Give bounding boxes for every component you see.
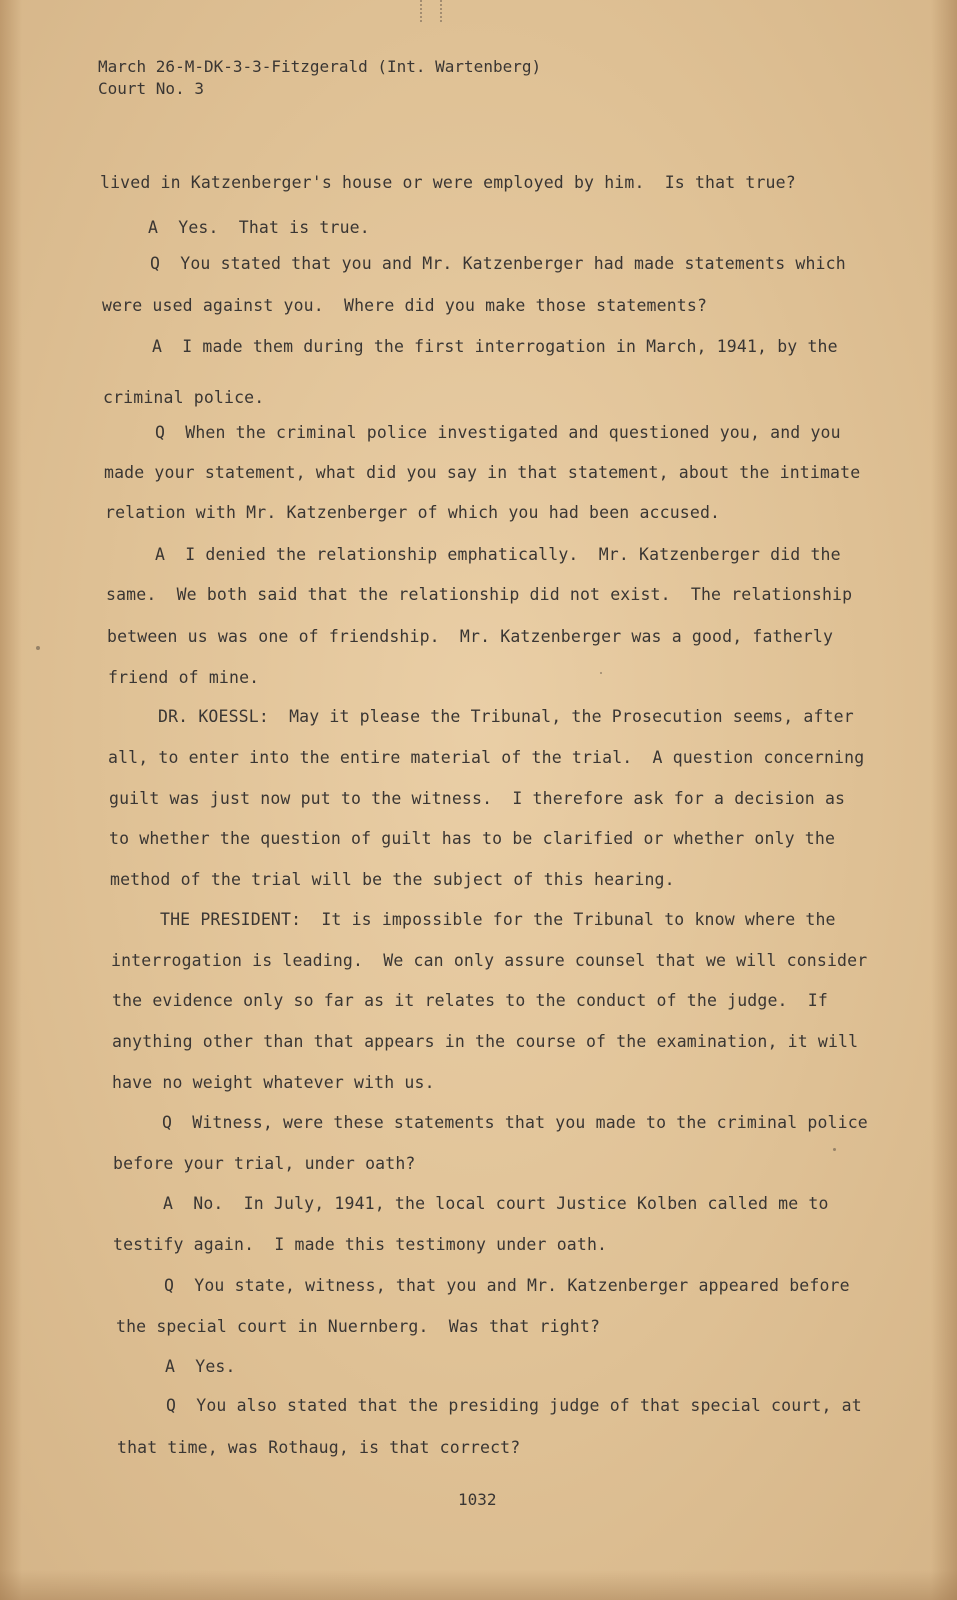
page-edge-shadow-bottom	[0, 1570, 957, 1600]
transcript-line: that time, was Rothaug, is that correct?	[117, 1438, 521, 1457]
transcript-line: the special court in Nuernberg. Was that right?	[116, 1317, 601, 1336]
header-reference-line: March 26-M-DK-3-3-Fitzgerald (Int. Wartenberg)	[98, 57, 542, 76]
page-edge-shadow-right	[931, 0, 957, 1600]
transcript-line: lived in Katzenberger's house or were employed by him. Is that true?	[100, 173, 796, 192]
transcript-line: friend of mine.	[108, 668, 260, 687]
transcript-line: method of the trial will be the subject of this hearing.	[110, 870, 675, 889]
transcript-line: between us was one of friendship. Mr. Katzenberger was a good, fatherly	[107, 627, 834, 646]
page-number: 1032	[458, 1490, 497, 1509]
transcript-line: to whether the question of guilt has to be clarified or whether only the	[109, 829, 836, 848]
transcript-line: Q When the criminal police investigated and questioned you, and you	[155, 423, 841, 442]
transcript-line: the evidence only so far as it relates to the conduct of the judge. If	[112, 991, 828, 1010]
transcript-line: THE PRESIDENT: It is impossible for the Tribunal to know where the	[160, 910, 836, 929]
transcript-line: Q Witness, were these statements that you made to the criminal police	[162, 1113, 868, 1132]
transcript-line: relation with Mr. Katzenberger of which you had been accused.	[105, 503, 721, 522]
transcript-line: have no weight whatever with us.	[112, 1073, 435, 1092]
transcript-line: guilt was just now put to the witness. I therefore ask for a decision as	[109, 789, 846, 808]
transcript-line: criminal police.	[103, 388, 265, 407]
transcript-line: A I denied the relationship emphatically. Mr. Katzenberger did the	[155, 545, 841, 564]
paper-speck	[833, 1148, 836, 1151]
transcript-line: anything other than that appears in the course of the examination, it will	[112, 1032, 859, 1051]
transcript-line: before your trial, under oath?	[113, 1154, 416, 1173]
document-header	[98, 56, 541, 100]
header-court-line: Court No. 3	[98, 79, 204, 98]
transcript-line: were used against you. Where did you make those statements?	[102, 296, 708, 315]
transcript-line: A Yes.	[165, 1357, 236, 1376]
transcript-line: same. We both said that the relationship did not exist. The relationship	[106, 585, 853, 604]
transcript-line: A I made them during the first interrogation in March, 1941, by the	[152, 337, 838, 356]
transcript-line: made your statement, what did you say in that statement, about the intimate	[104, 463, 861, 482]
transcript-line: Q You state, witness, that you and Mr. Katzenberger appeared before	[164, 1276, 850, 1295]
transcript-line: all, to enter into the entire material of the trial. A question concerning	[108, 748, 865, 767]
transcript-line: DR. KOESSL: May it please the Tribunal, the Prosecution seems, after	[158, 707, 854, 726]
transcript-line: A No. In July, 1941, the local court Justice Kolben called me to	[163, 1194, 829, 1213]
paper-speck	[600, 672, 602, 674]
paper-speck	[36, 646, 40, 650]
transcript-line: testify again. I made this testimony under oath.	[113, 1235, 608, 1254]
staple-mark	[420, 0, 442, 22]
transcript-line: Q You also stated that the presiding judge of that special court, at	[166, 1396, 862, 1415]
transcript-line: Q You stated that you and Mr. Katzenberger had made statements which	[150, 254, 846, 273]
page-edge-shadow-left	[0, 0, 22, 1600]
transcript-line: interrogation is leading. We can only assure counsel that we will consider	[111, 951, 868, 970]
transcript-line: A Yes. That is true.	[148, 218, 370, 237]
